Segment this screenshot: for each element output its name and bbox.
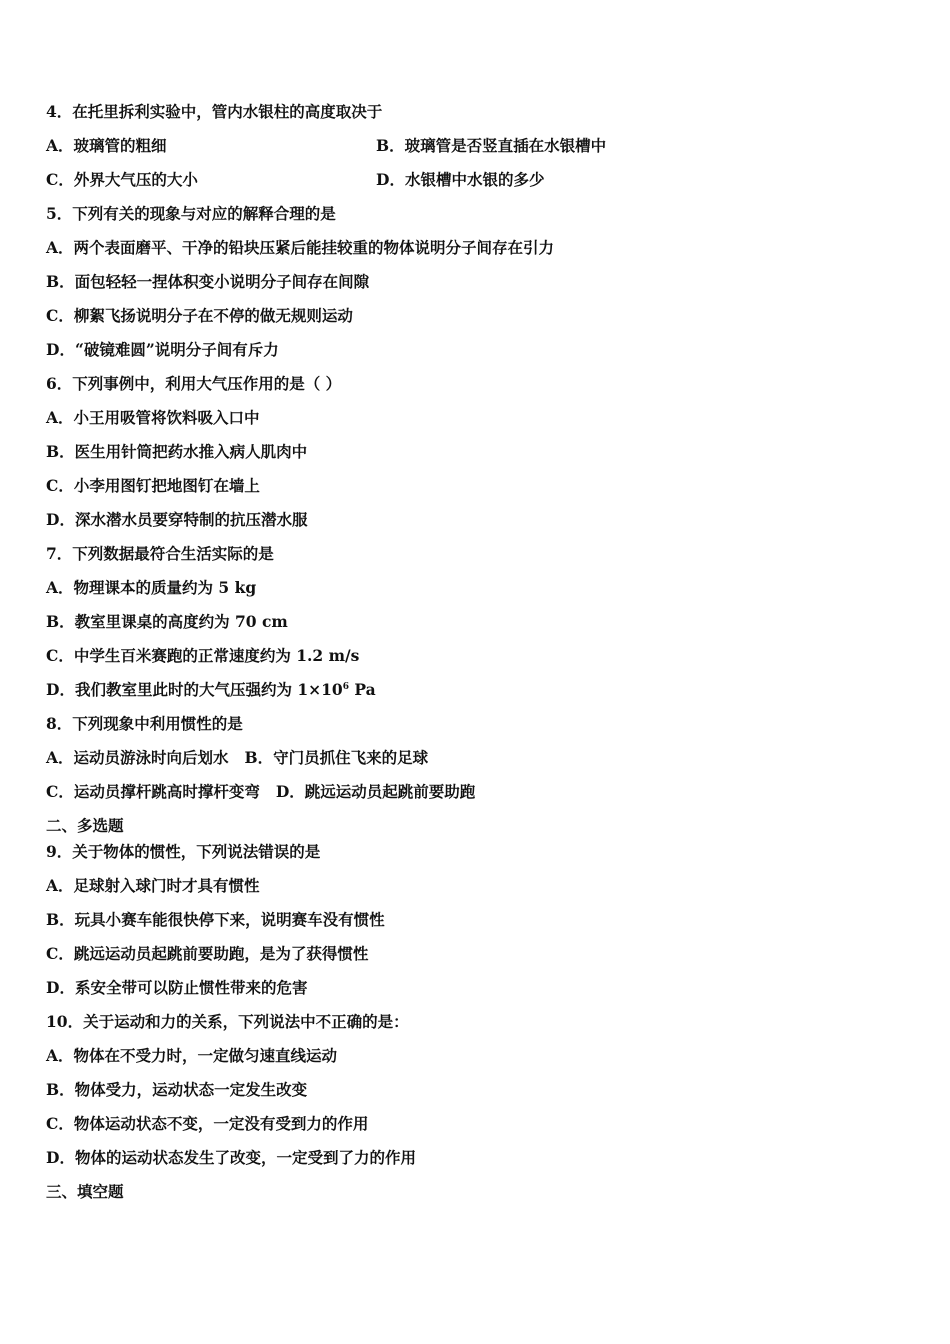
question-4-option-d: D．水银槽中水银的多少 <box>376 170 545 189</box>
question-8-option-c: C．运动员撑杆跳高时撑杆变弯 <box>46 782 260 801</box>
question-5-stem: 5．下列有关的现象与对应的解释合理的是 <box>46 204 336 223</box>
question-4-option-a: A．玻璃管的粗细 <box>46 136 167 155</box>
question-8-option-d: D．跳远运动员起跳前要助跑 <box>275 782 476 801</box>
question-6-option-d: D．深水潜水员要穿特制的抗压潜水服 <box>46 510 308 529</box>
question-10-option-b: B．物体受力，运动状态一定发生改变 <box>46 1080 308 1099</box>
question-7-option-a: A．物理课本的质量约为 5 kg <box>46 578 257 597</box>
question-4-option-c: C．外界大气压的大小 <box>46 170 198 189</box>
question-9-stem: 9．关于物体的惯性，下列说法错误的是 <box>46 842 321 861</box>
question-6-stem: 6．下列事例中，利用大气压作用的是（ ） <box>46 374 342 393</box>
question-8-stem: 8．下列现象中利用惯性的是 <box>46 714 243 733</box>
question-5-option-b: B．面包轻轻一捏体积变小说明分子间存在间隙 <box>46 272 370 291</box>
question-9-option-c: C．跳远运动员起跳前要助跑，是为了获得惯性 <box>46 944 369 963</box>
question-4-option-b: B．玻璃管是否竖直插在水银槽中 <box>376 136 607 155</box>
question-8-option-b: B．守门员抓住飞来的足球 <box>244 748 429 767</box>
question-4-options-row-2 <box>46 168 916 202</box>
question-10-stem: 10．关于运动和力的关系，下列说法中不正确的是： <box>46 1012 409 1031</box>
question-10-option-d: D．物体的运动状态发生了改变，一定受到了力的作用 <box>46 1148 416 1167</box>
question-6-option-c: C．小李用图钉把地图钉在墙上 <box>46 476 260 495</box>
question-7-option-d-text: D．我们教室里此时的大气压强约为 1×10 <box>46 680 343 699</box>
exam-page <box>46 100 916 1214</box>
question-7-option-b: B．教室里课桌的高度约为 70 cm <box>46 612 288 631</box>
question-9-option-a: A．足球射入球门时才具有惯性 <box>46 876 260 895</box>
question-5-option-d: D．“破镜难圆”说明分子间有斥力 <box>46 340 279 359</box>
question-7-stem: 7．下列数据最符合生活实际的是 <box>46 544 274 563</box>
question-4-options-row-1 <box>46 134 916 168</box>
question-5-option-c: C．柳絮飞扬说明分子在不停的做无规则运动 <box>46 306 353 325</box>
question-5-option-a: A．两个表面磨平、干净的铅块压紧后能挂较重的物体说明分子间存在引力 <box>46 238 555 257</box>
question-8-option-a: A．运动员游泳时向后划水 <box>46 748 229 767</box>
question-7-option-d <box>46 678 916 712</box>
question-9-option-b: B．玩具小赛车能很快停下来，说明赛车没有惯性 <box>46 910 385 929</box>
question-6-option-b: B．医生用针筒把药水推入病人肌肉中 <box>46 442 308 461</box>
question-8-options-row-2 <box>46 780 916 814</box>
question-8-options-row-1 <box>46 746 916 780</box>
question-4-stem: 4．在托里拆利实验中，管内水银柱的高度取决于 <box>46 102 383 121</box>
question-10-option-a: A．物体在不受力时，一定做匀速直线运动 <box>46 1046 338 1065</box>
question-7-option-d-unit: Pa <box>348 680 376 699</box>
section-heading-fill-in: 三、填空题 <box>46 1182 124 1201</box>
question-9-option-d: D．系安全带可以防止惯性带来的危害 <box>46 978 308 997</box>
question-6-option-a: A．小王用吸管将饮料吸入口中 <box>46 408 260 427</box>
question-7-option-d-exponent: 6 <box>342 682 349 692</box>
section-heading-multiple-choice: 二、多选题 <box>46 816 124 835</box>
question-7-option-c: C．中学生百米赛跑的正常速度约为 1.2 m/s <box>46 646 360 665</box>
question-10-option-c: C．物体运动状态不变，一定没有受到力的作用 <box>46 1114 369 1133</box>
